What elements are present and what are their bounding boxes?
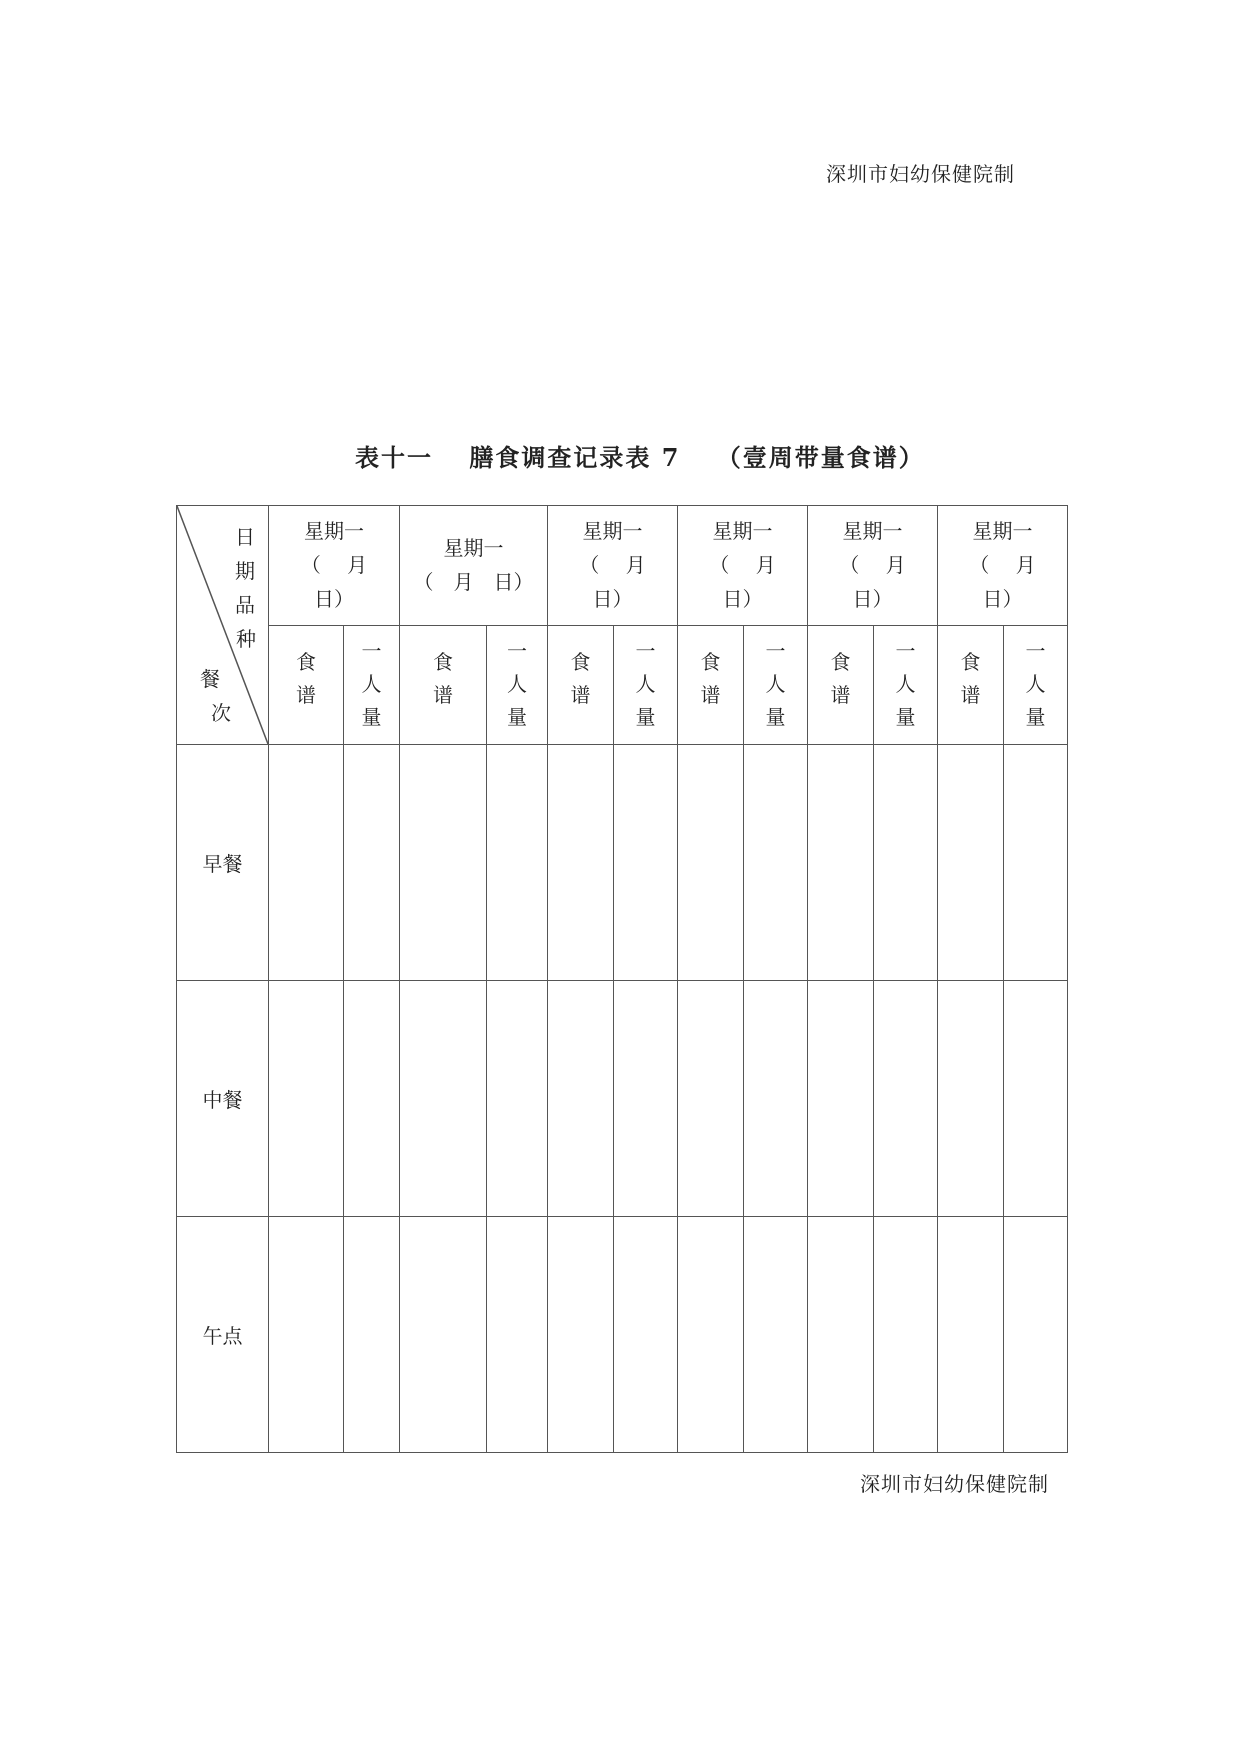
day-header-4 — [678, 506, 808, 626]
amount-header — [874, 625, 938, 745]
sub-header-char: 量 — [765, 705, 786, 730]
recipe-cell[interactable] — [678, 981, 744, 1217]
corner-char: 期 — [235, 559, 255, 583]
document-title: 表十一 膳食调查记录表 7 （壹周带量食谱） — [355, 443, 925, 472]
sub-header-char: 谱 — [960, 682, 981, 707]
amount-cell[interactable] — [744, 1217, 808, 1453]
amount-cell[interactable] — [874, 981, 938, 1217]
sub-header-char: 食 — [960, 649, 981, 674]
recipe-header — [938, 625, 1004, 745]
sub-header-char: 谱 — [296, 682, 316, 707]
corner-header-cell — [177, 506, 269, 745]
corner-char: 次 — [211, 701, 231, 725]
recipe-header — [678, 625, 744, 745]
day-header-5 — [808, 506, 938, 626]
sub-header-char: 一 — [507, 639, 527, 664]
amount-header — [744, 625, 808, 745]
sub-header-char: 谱 — [570, 682, 591, 707]
recipe-cell[interactable] — [938, 981, 1004, 1217]
amount-cell[interactable] — [874, 1217, 938, 1453]
sub-header-char: 食 — [296, 649, 316, 674]
recipe-cell[interactable] — [400, 981, 487, 1217]
day-month: （ 月 — [579, 553, 646, 578]
day-month: （ 月 — [969, 553, 1036, 578]
org-bottom: 深圳市妇幼保健院制 — [860, 1472, 1049, 1496]
sub-header-char: 量 — [635, 705, 656, 730]
amount-cell[interactable] — [1004, 1217, 1068, 1453]
sub-header-char: 一 — [635, 639, 656, 664]
meal-record-table — [176, 505, 1068, 1453]
recipe-header — [548, 625, 614, 745]
recipe-cell[interactable] — [678, 745, 744, 981]
sub-header-char: 人 — [361, 672, 382, 697]
recipe-cell[interactable] — [400, 745, 487, 981]
recipe-cell[interactable] — [808, 981, 874, 1217]
sub-header-char: 食 — [830, 649, 851, 674]
amount-cell[interactable] — [1004, 981, 1068, 1217]
org-top: 深圳市妇幼保健院制 — [826, 162, 1015, 186]
recipe-cell[interactable] — [548, 745, 614, 981]
sub-header-char: 量 — [1025, 705, 1046, 730]
corner-date-variety-label — [234, 520, 256, 656]
recipe-cell[interactable] — [269, 981, 344, 1217]
sub-header-char: 谱 — [830, 682, 851, 707]
meal-label: 中餐 — [177, 981, 269, 1217]
sub-header-char: 量 — [895, 705, 916, 730]
amount-header — [487, 625, 548, 745]
day-month: （ 月 — [300, 553, 368, 578]
sub-header-char: 量 — [507, 705, 527, 730]
amount-cell[interactable] — [614, 1217, 678, 1453]
sub-header-char: 人 — [1025, 672, 1046, 697]
sub-header-char: 人 — [765, 672, 786, 697]
sub-header-char: 食 — [570, 649, 591, 674]
sub-header-char: 一 — [895, 639, 916, 664]
day-name: 星期一 — [443, 536, 504, 561]
amount-cell[interactable] — [744, 745, 808, 981]
amount-cell[interactable] — [344, 981, 400, 1217]
amount-header — [614, 625, 678, 745]
sub-header-char: 一 — [765, 639, 786, 664]
recipe-header — [400, 625, 487, 745]
day-name: 星期一 — [842, 519, 903, 544]
amount-header — [344, 625, 400, 745]
amount-cell[interactable] — [1004, 745, 1068, 981]
day-header-2 — [400, 506, 548, 626]
meal-row-lunch — [177, 981, 1068, 1217]
amount-header — [1004, 625, 1068, 745]
meal-row-snack — [177, 1217, 1068, 1453]
amount-cell[interactable] — [487, 1217, 548, 1453]
recipe-cell[interactable] — [808, 745, 874, 981]
day-name: 星期一 — [304, 519, 364, 544]
sub-header-char: 食 — [433, 649, 453, 674]
sub-header-char: 人 — [507, 672, 527, 697]
day-month: （ 月 — [709, 553, 776, 578]
sub-header-char: 人 — [635, 672, 656, 697]
corner-char: 品 — [235, 593, 255, 617]
day-header-3 — [548, 506, 678, 626]
day-name: 星期一 — [582, 519, 643, 544]
sub-header-char: 一 — [1025, 639, 1046, 664]
day-month: （ 月 — [839, 553, 906, 578]
meal-label: 午点 — [177, 1217, 269, 1453]
day-name: 星期一 — [972, 519, 1033, 544]
recipe-cell[interactable] — [808, 1217, 874, 1453]
corner-char: 种 — [236, 627, 256, 651]
sub-header-char: 量 — [361, 705, 382, 730]
day-header-1 — [269, 506, 400, 626]
recipe-cell[interactable] — [548, 981, 614, 1217]
recipe-cell[interactable] — [548, 1217, 614, 1453]
day-month: （ 月 日） — [413, 570, 534, 595]
recipe-header — [269, 625, 344, 745]
recipe-cell[interactable] — [938, 745, 1004, 981]
day-date: 日） — [982, 587, 1023, 612]
meal-label: 早餐 — [177, 745, 269, 981]
sub-header-char: 人 — [895, 672, 916, 697]
day-header-6 — [938, 506, 1068, 626]
amount-cell[interactable] — [344, 1217, 400, 1453]
corner-meal-label — [189, 662, 231, 730]
recipe-cell[interactable] — [269, 1217, 344, 1453]
recipe-cell[interactable] — [269, 745, 344, 981]
recipe-cell[interactable] — [678, 1217, 744, 1453]
day-date: 日） — [592, 587, 633, 612]
day-date: 日） — [852, 587, 893, 612]
amount-cell[interactable] — [487, 981, 548, 1217]
amount-cell[interactable] — [614, 745, 678, 981]
sub-header-char: 谱 — [433, 682, 453, 707]
meal-row-breakfast — [177, 745, 1068, 981]
corner-char: 日 — [235, 525, 255, 549]
sub-header-char: 一 — [361, 639, 382, 664]
sub-header-char: 谱 — [700, 682, 721, 707]
day-date: 日） — [314, 587, 354, 612]
day-date: 日） — [722, 587, 763, 612]
amount-cell[interactable] — [344, 745, 400, 981]
amount-cell[interactable] — [487, 745, 548, 981]
recipe-header — [808, 625, 874, 745]
corner-char: 餐 — [200, 667, 220, 691]
amount-cell[interactable] — [614, 981, 678, 1217]
recipe-cell[interactable] — [400, 1217, 487, 1453]
day-name: 星期一 — [712, 519, 773, 544]
amount-cell[interactable] — [874, 745, 938, 981]
sub-header-char: 食 — [700, 649, 721, 674]
recipe-cell[interactable] — [938, 1217, 1004, 1453]
amount-cell[interactable] — [744, 981, 808, 1217]
